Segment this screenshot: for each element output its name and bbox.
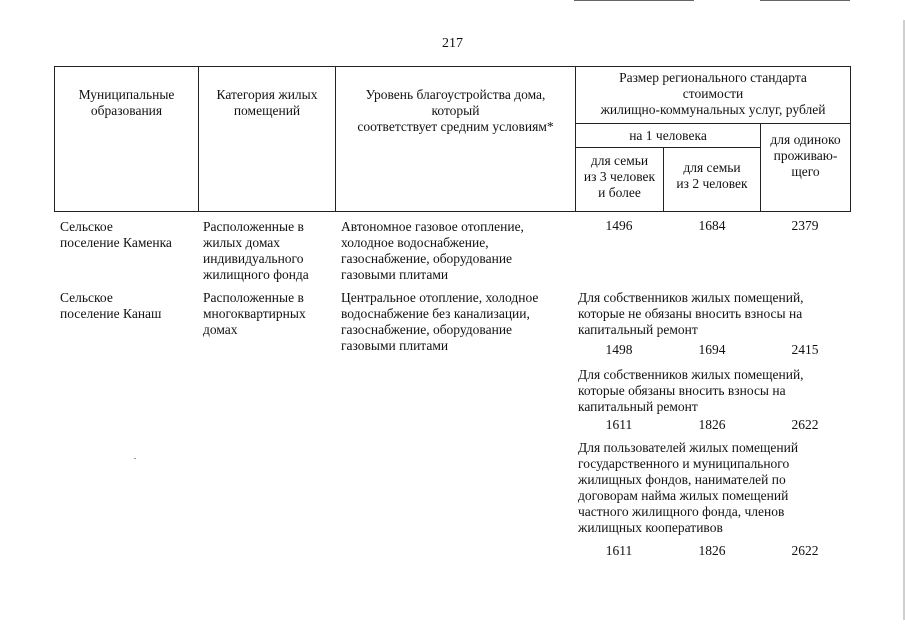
header-family2: для семьи из 2 человек <box>664 148 761 212</box>
header-category: Категория жилых помещений <box>199 67 336 212</box>
header-standard: Размер регионального стандарта стоимости жилищно-коммунальных услуг, рублей <box>576 67 851 124</box>
row2-group3-note: Для пользователей жилых помещений государственного и муниципального жилищных фондов, нанимателей по договорам найма жилых помещений частного жилищного фонда, членов жилищных кооперативов <box>578 440 799 535</box>
row1-municipal: Сельское поселение Каменка <box>60 219 172 250</box>
row2-group1-note: Для собственников жилых помещений, которые не обязаны вносить взносы на капитальный ремонт <box>578 290 804 337</box>
header-municipal: Муниципальные образования <box>55 67 199 212</box>
row2-group1-value-single: 2415 <box>791 342 819 357</box>
row1-value-family2: 1684 <box>698 218 726 233</box>
row1-value-family3: 1496 <box>605 218 633 233</box>
row2-group2-note: Для собственников жилых помещений, которые обязаны вносить взносы на капитальный ремонт <box>578 367 804 414</box>
row2-group2-value-family3: 1611 <box>605 417 633 432</box>
scan-speck <box>134 458 136 459</box>
row2-group3-value-single: 2622 <box>791 543 819 558</box>
row2-group1-value-family2: 1694 <box>698 342 726 357</box>
row2-group2-value-family2: 1826 <box>698 417 726 432</box>
header-table <box>54 66 851 212</box>
header-family3: для семьи из 3 человек и более <box>576 148 664 212</box>
row2-group1-value-family3: 1498 <box>605 342 633 357</box>
row2-category: Расположенные в многоквартирных домах <box>203 290 306 337</box>
row2-group3-value-family2: 1826 <box>698 543 726 558</box>
top-rule-left <box>574 0 694 1</box>
row1-level: Автономное газовое отопление, холодное водоснабжение, газоснабжение, оборудование газовыми плитами <box>341 219 524 282</box>
row2-group2-value-single: 2622 <box>791 417 819 432</box>
row1-value-single: 2379 <box>791 218 819 233</box>
top-rule-right <box>760 0 850 1</box>
header-level: Уровень благоустройства дома, который соответствует средним условиям* <box>336 67 576 212</box>
header-per-person: на 1 человека <box>576 124 761 148</box>
row1-category: Расположенные в жилых домах индивидуального жилищного фонда <box>203 219 309 282</box>
header-single: для одиноко проживаю- щего <box>761 124 851 212</box>
row2-municipal: Сельское поселение Канаш <box>60 290 162 321</box>
row2-group3-value-family3: 1611 <box>605 543 633 558</box>
row2-level: Центральное отопление, холодное водоснабжение без канализации, газоснабжение, оборудование газовыми плитами <box>341 290 539 353</box>
page-number: 217 <box>442 36 463 51</box>
